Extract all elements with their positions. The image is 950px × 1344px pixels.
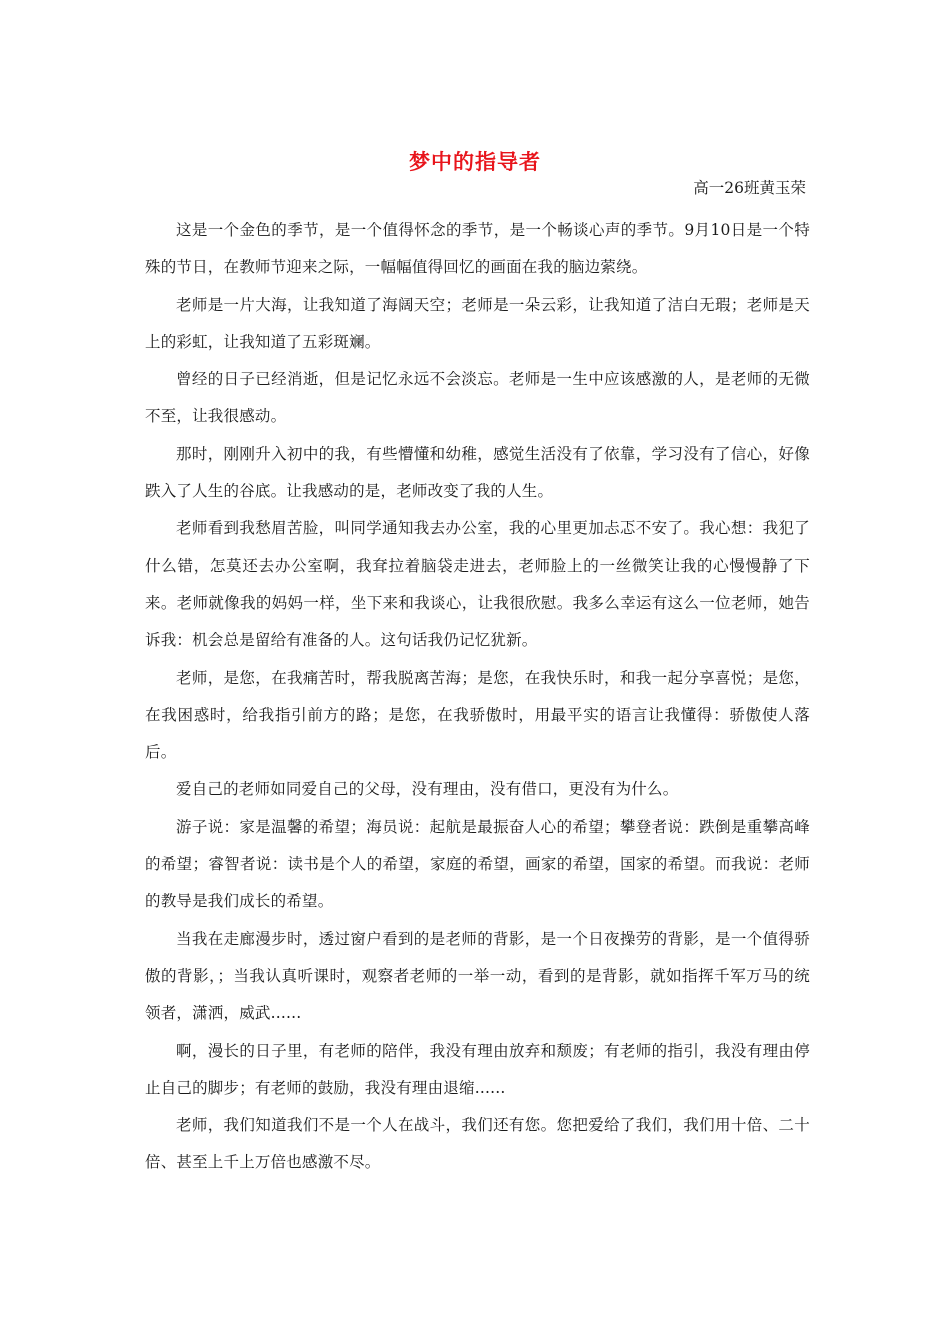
paragraph-4: 那时，刚刚升入初中的我，有些懵懂和幼稚，感觉生活没有了依靠，学习没有了信心，好像跌入了人生的谷底。让我感动的是，老师改变了我的人生。 xyxy=(145,444,810,501)
paragraph-10: 啊，漫长的日子里，有老师的陪伴，我没有理由放弃和颓废；有老师的指引，我没有理由停止自己的脚步；有老师的鼓励，我没有理由退缩...... xyxy=(145,1041,810,1097)
paragraph-11: 老师，我们知道我们不是一个人在战斗，我们还有您。您把爱给了我们，我们用十倍、二十倍、甚至上千上万倍也感激不尽。 xyxy=(145,1116,810,1172)
page-title: 梦中的指导者 xyxy=(409,150,541,174)
author-line: 高一26班黄玉荣 xyxy=(693,179,806,197)
paragraph-5: 老师看到我愁眉苦脸，叫同学通知我去办公室，我的心里更加忐忑不安了。我心想：我犯了什么错，怎莫还去办公室啊，我耷拉着脑袋走进去，老师脸上的一丝微笑让我的心慢慢静了下来。老师就像我的妈妈一样，坐下来和我谈心，让我很欣慰。我多么幸运有这么一位老师，她告诉我：机会总是留给有准备的人。这句话我仍记忆犹新。 xyxy=(145,519,810,650)
paragraph-6: 老师，是您，在我痛苦时，帮我脱离苦海；是您，在我快乐时，和我一起分享喜悦；是您，在我困惑时，给我指引前方的路；是您，在我骄傲时，用最平实的语言让我懂得：骄傲使人落后。 xyxy=(145,668,810,762)
paragraph-3: 曾经的日子已经消逝，但是记忆永远不会淡忘。老师是一生中应该感激的人，是老师的无微不至，让我很感动。 xyxy=(145,370,810,426)
paragraph-7: 爱自己的老师如同爱自己的父母，没有理由，没有借口，更没有为什么。 xyxy=(176,780,679,799)
essay-body xyxy=(145,212,810,1182)
paragraph-1: 这是一个金色的季节，是一个值得怀念的季节，是一个畅谈心声的季节。9月10日是一个特殊的节日，在教师节迎来之际，一幅幅值得回忆的画面在我的脑边萦绕。 xyxy=(145,221,810,277)
paragraph-9: 当我在走廊漫步时，透过窗户看到的是老师的背影，是一个日夜操劳的背影，是一个值得骄傲的背影，；当我认真听课时，观察者老师的一举一动，看到的是背影，就如指挥千军万马的统领者，潇洒，威武...... xyxy=(145,929,810,1023)
paragraph-2: 老师是一片大海，让我知道了海阔天空；老师是一朵云彩，让我知道了洁白无瑕；老师是天上的彩虹，让我知道了五彩斑斓。 xyxy=(145,295,810,351)
paragraph-8: 游子说：家是温馨的希望；海员说：起航是最振奋人心的希望；攀登者说：跌倒是重攀高峰的希望；睿智者说：读书是个人的希望，家庭的希望，画家的希望，国家的希望。而我说：老师的教导是我们成长的希望。 xyxy=(145,817,810,911)
